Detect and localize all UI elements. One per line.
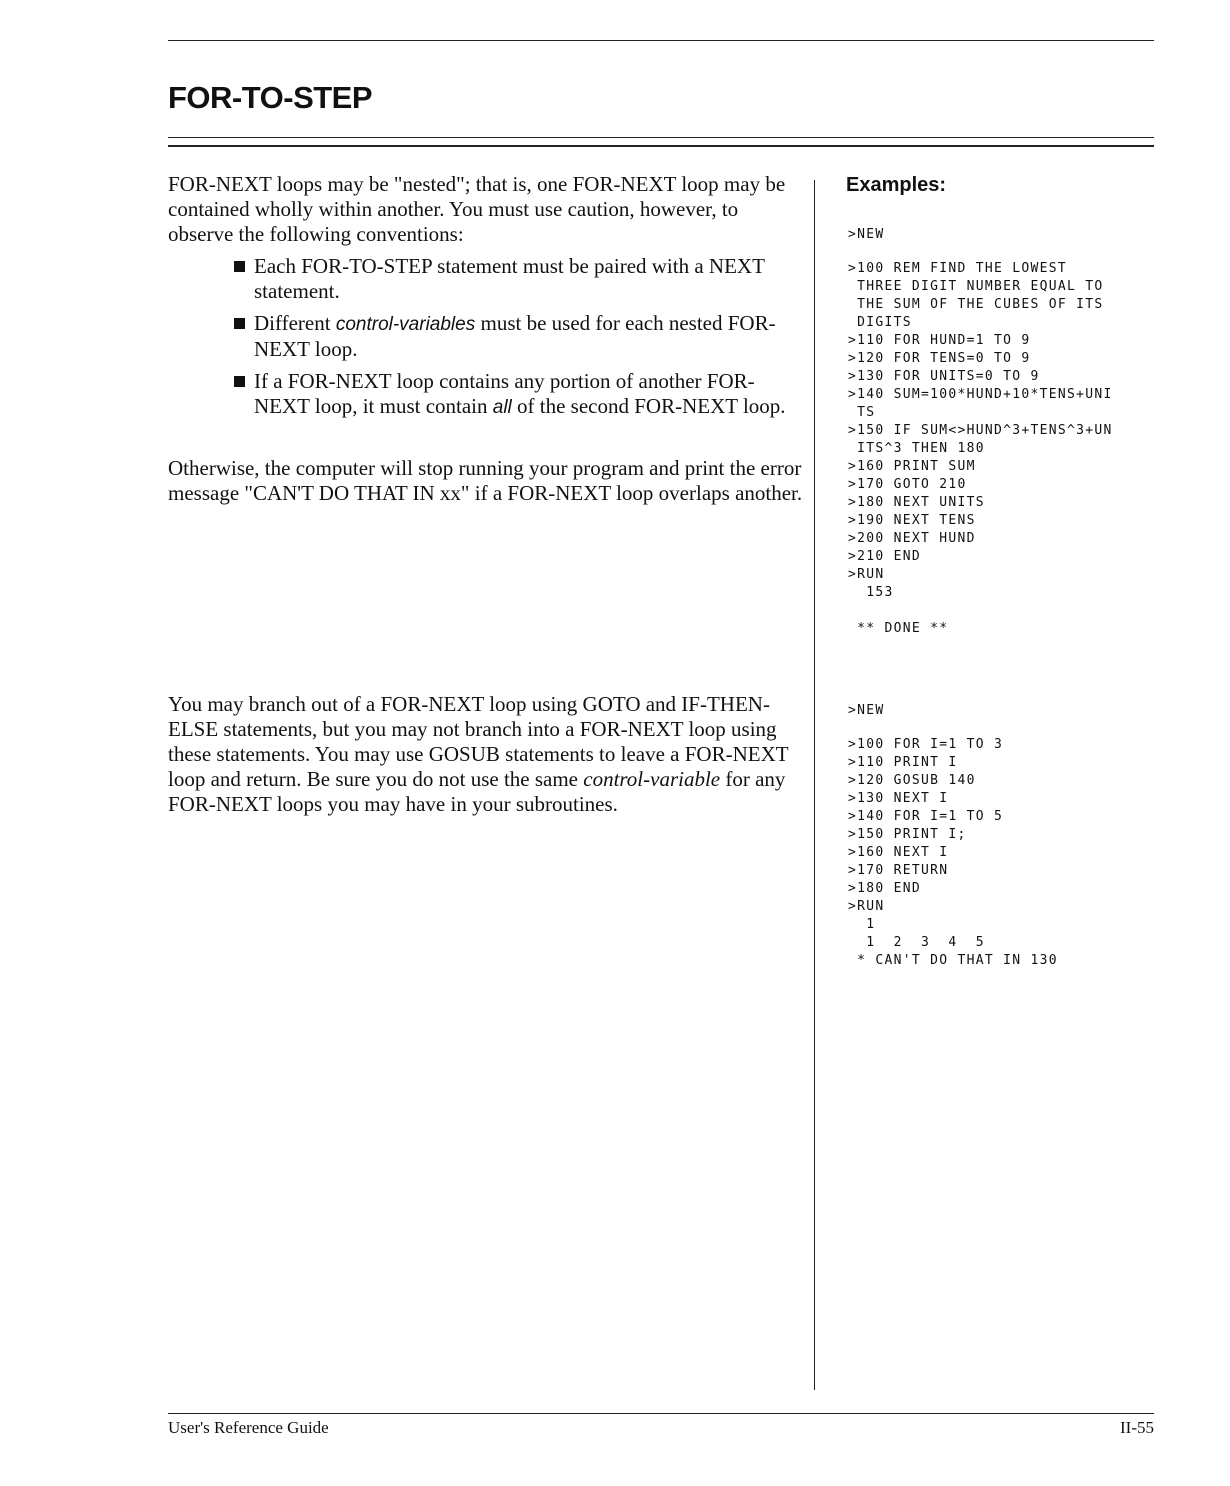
footer-page-number: II-55 [1120,1418,1154,1437]
page-title: FOR-TO-STEP [168,80,373,115]
list-item [230,369,790,420]
examples-heading: Examples: [846,174,947,196]
intro-text: FOR-NEXT loops may be "nested"; that is, one FOR-NEXT loop may be contained wholly within another. You must use caution, however, to observe the following conventions: [168,172,786,246]
bullet-text-before: If a FOR-NEXT loop contains any portion of another FOR-NEXT loop, it must contain [254,369,755,418]
intro-paragraph [168,172,804,247]
square-bullet-icon [234,318,245,329]
bullet-text-before: Different [254,311,336,335]
square-bullet-icon [234,261,245,272]
column-divider [814,180,815,1390]
branching-text-before: You may branch out of a FOR-NEXT loop using GOTO and IF-THEN-ELSE statements, but you may not branch into a FOR-NEXT loop using these statements. You may use GOSUB statements to leave a FOR-NEXT loop and return. Be sure you do not use the same [168,692,789,791]
otherwise-text: Otherwise, the computer will stop running your program and print the error message "CAN'T DO THAT IN xx" if a FOR-NEXT loop overlaps another. [168,456,803,505]
branching-paragraph [168,692,804,817]
bullet-emphasis: control-variables [335,314,476,335]
footer-rule [168,1413,1154,1414]
example-1-new-command: >NEW [848,227,885,242]
top-rule [168,40,1154,41]
bullet-text-after: of the second FOR-NEXT loop. [511,394,786,418]
branching-emphasis: control-variable [583,767,721,791]
conventions-list [230,254,790,427]
branching-text [168,692,804,817]
example-1-code-listing: >100 REM FIND THE LOWEST THREE DIGIT NUMBER EQUAL TO THE SUM OF THE CUBES OF ITS DIGITS >110 FOR HUND=1 TO 9 >120 FOR TENS=0 TO 9 >130 FOR UNITS=0 TO 9 >140 SUM=100*HUND+10*TENS+UNI TS >150 IF SUM<>HUND^3+TENS^3+UN ITS^3 THEN 180 >160 PRINT SUM >170 GOTO 210 >180 NEXT UNITS >190 NEXT TENS >200 NEXT HUND >210 END >RUN 153 ** DONE ** [848,261,1113,636]
list-item [230,311,790,362]
bullet-text: Each FOR-TO-STEP statement must be paired with a NEXT statement. [254,254,765,303]
branching-text-after: for any FOR-NEXT loops you may have in your subroutines. [168,767,786,816]
footer-guide-title: User's Reference Guide [168,1418,329,1437]
bullet-text-after: must be used for each nested FOR-NEXT loop. [254,311,776,361]
otherwise-paragraph [168,456,804,506]
square-bullet-icon [234,376,245,387]
title-underline-thin [168,137,1154,138]
example-2-code-listing: >100 FOR I=1 TO 3 >110 PRINT I >120 GOSUB 140 >130 NEXT I >140 FOR I=1 TO 5 >150 PRINT I; >160 NEXT I >170 RETURN >180 END >RUN 1 1 2 3 4 5 * CAN'T DO THAT IN 130 [848,737,1058,968]
title-underline-thick [168,145,1154,147]
example-2-new-command: >NEW [848,703,885,718]
bullet-emphasis: all [492,397,512,418]
list-item [230,254,790,304]
